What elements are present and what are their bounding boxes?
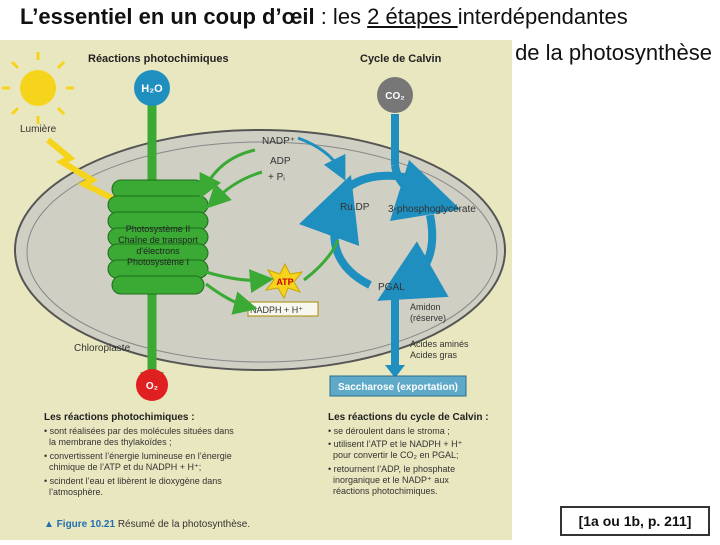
thylakoid-line3: d'électrons — [136, 246, 180, 256]
slide-title — [0, 0, 720, 72]
figure-caption — [44, 519, 250, 530]
header-photochemical: Réactions photochimiques — [88, 53, 229, 65]
amidon-label1: Amidon — [410, 302, 441, 312]
amidon-label2: (réserve) — [410, 313, 447, 323]
left-heading: Les réactions photochimiques : — [44, 412, 195, 423]
o2-label: O₂ — [145, 381, 159, 392]
right-line: • se déroulent dans le stroma ; — [328, 426, 450, 436]
nadph-label: NADPH + H⁺ — [250, 305, 304, 315]
nadp-label: NADP⁺ — [262, 136, 296, 147]
left-line: l’atmosphère. — [44, 487, 104, 497]
right-heading: Les réactions du cycle de Calvin : — [328, 412, 489, 423]
right-line: réactions photochimiques. — [328, 486, 438, 496]
pi-label: + Pᵢ — [268, 172, 285, 183]
caption-text: Résumé de la photosynthèse. — [115, 519, 251, 530]
atp-label: ATP — [276, 277, 294, 287]
caption-figure-number: ▲ Figure 10.21 — [44, 519, 116, 530]
thylakoid-line4: Photosystème I — [126, 257, 190, 267]
title-line-2: de la photosynthèse — [515, 40, 712, 65]
acides-label2: Acides gras — [410, 350, 458, 360]
thylakoid-line2: Chaîne de transport — [118, 235, 198, 245]
photosynthesis-diagram — [0, 40, 512, 540]
right-line: pour convertir le CO₂ en PGAL; — [328, 450, 459, 460]
left-line: • sont réalisées par des molécules situées dans — [44, 426, 234, 436]
left-line: chimique de l’ATP et du NADPH + H⁺; — [44, 462, 202, 472]
h2o-label: H₂O — [141, 83, 163, 95]
title-part-4: interdépendantes — [457, 4, 628, 29]
rudp-label: Ru.DP — [340, 202, 370, 213]
left-line: la membrane des thylakoïdes ; — [44, 437, 172, 447]
header-calvin: Cycle de Calvin — [360, 53, 442, 65]
saccharose-label: Saccharose (exportation) — [337, 382, 459, 393]
right-line: • retournent l’ADP, le phosphate — [328, 464, 456, 474]
chloroplast-label: Chloroplaste — [74, 343, 131, 354]
adp-label: ADP — [270, 156, 291, 167]
title-part-1: L’essentiel en un coup d’œil — [20, 4, 315, 29]
title-part-2: : les — [314, 4, 368, 29]
co2-label: CO₂ — [385, 91, 405, 102]
phosphoglycerate-label: 3-phosphoglycérate — [388, 204, 476, 215]
title-part-3: 2 étapes — [367, 4, 458, 29]
pgal-label: PGAL — [378, 282, 405, 293]
thylakoid-line1: Photosystème II — [125, 224, 191, 234]
right-line: inorganique et le NADP⁺ aux — [328, 475, 449, 485]
light-label: Lumière — [20, 124, 57, 135]
acides-label1: Acides aminés — [410, 339, 469, 349]
left-line: • convertissent l’énergie lumineuse en l’énergie — [44, 451, 232, 461]
figure-panel — [0, 40, 512, 540]
left-line: • scindent l’eau et libèrent le dioxygène dans — [44, 476, 222, 486]
right-line: • utilisent l’ATP et le NADPH + H⁺ — [328, 439, 463, 449]
title-line-1 — [20, 4, 628, 30]
reference-box: [1a ou 1b, p. 211] — [560, 506, 710, 536]
